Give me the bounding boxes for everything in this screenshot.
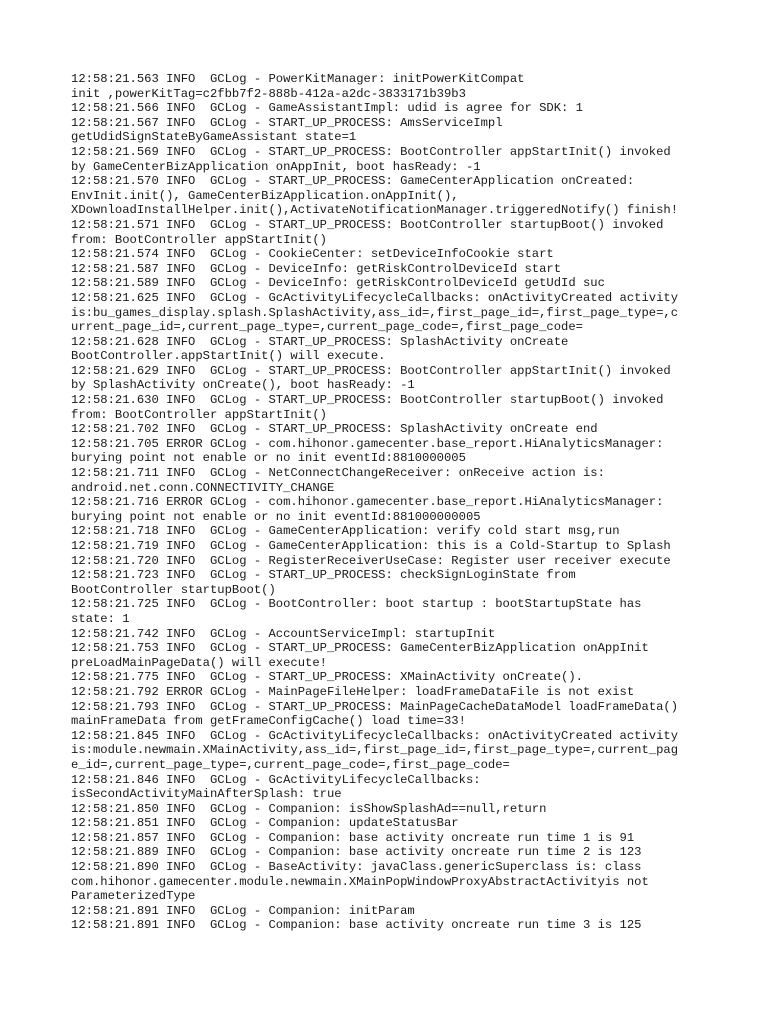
log-line: 12:58:21.889 INFO GCLog - Companion: base activity oncreate run time 2 is 123 xyxy=(71,845,642,860)
log-line: BootController.appStartInit() will execute. xyxy=(71,349,386,364)
log-line: from: BootController appStartInit() xyxy=(71,232,327,247)
log-line: state: 1 xyxy=(71,611,130,626)
log-line: isSecondActivityMainAfterSplash: true xyxy=(71,787,342,802)
log-line: 12:58:21.625 INFO GCLog - GcActivityLifecycleCallbacks: onActivityCreated activity xyxy=(71,290,679,305)
log-line: preLoadMainPageData() will execute! xyxy=(71,655,327,670)
log-line: 12:58:21.792 ERROR GCLog - MainPageFileHelper: loadFrameDataFile is not exist xyxy=(71,684,635,699)
log-line: burying point not enable or no init eventId:881000000005 xyxy=(71,509,481,524)
log-line: android.net.conn.CONNECTIVITY_CHANGE xyxy=(71,480,335,495)
log-line: 12:58:21.719 INFO GCLog - GameCenterApplication: this is a Cold-Startup to Splash xyxy=(71,539,671,553)
log-line: com.hihonor.gamecenter.module.newmain.XMainPopWindowProxyAbstractActivityis not xyxy=(71,874,649,889)
log-line: by GameCenterBizApplication onAppInit, boot hasReady: -1 xyxy=(71,159,481,174)
log-line: 12:58:21.589 INFO GCLog - DeviceInfo: getRiskControlDeviceId getUdId suc xyxy=(71,276,605,291)
log-line: 12:58:21.566 INFO GCLog - GameAssistantImpl: udid is agree for SDK: 1 xyxy=(71,101,583,116)
log-line: 12:58:21.569 INFO GCLog - START_UP_PROCESS: BootController appStartInit() invoked xyxy=(71,144,671,159)
log-line: from: BootController appStartInit() xyxy=(71,407,327,422)
log-line: 12:58:21.857 INFO GCLog - Companion: base activity oncreate run time 1 is 91 xyxy=(71,830,635,845)
log-line: 12:58:21.705 ERROR GCLog - com.hihonor.gamecenter.base_report.HiAnalyticsManager: xyxy=(71,436,664,451)
log-line: is:module.newmain.XMainActivity,ass_id=,first_page_id=,first_page_type=,current_pag xyxy=(71,743,679,758)
log-line: 12:58:21.587 INFO GCLog - DeviceInfo: getRiskControlDeviceId start xyxy=(71,261,562,276)
log-line: 12:58:21.742 INFO GCLog - AccountServiceImpl: startupInit xyxy=(71,626,496,641)
log-line: 12:58:21.891 INFO GCLog - Companion: base activity oncreate run time 3 is 125 xyxy=(71,918,642,933)
log-line: 12:58:21.720 INFO GCLog - RegisterReceiverUseCase: Register user receiver execute xyxy=(71,553,671,568)
log-line: 12:58:21.571 INFO GCLog - START_UP_PROCESS: BootController startupBoot() invoked xyxy=(71,217,664,232)
log-line: 12:58:21.716 ERROR GCLog - com.hihonor.gamecenter.base_report.HiAnalyticsManager: xyxy=(71,495,664,510)
log-line: 12:58:21.628 INFO GCLog - START_UP_PROCESS: SplashActivity onCreate xyxy=(71,334,569,349)
log-document xyxy=(71,72,711,933)
log-line: 12:58:21.723 INFO GCLog - START_UP_PROCESS: checkSignLoginState from xyxy=(71,568,576,583)
log-line: init ,powerKitTag=c2fbb7f2-888b-412a-a2dc-3833171b39b3 xyxy=(71,86,466,101)
log-line: 12:58:21.711 INFO GCLog - NetConnectChangeReceiver: onReceive action is: xyxy=(71,466,605,481)
log-line: 12:58:21.850 INFO GCLog - Companion: isShowSplashAd==null,return xyxy=(71,801,547,816)
log-line: 12:58:21.630 INFO GCLog - START_UP_PROCESS: BootController startupBoot() invoked xyxy=(71,393,664,408)
log-line: BootController startupBoot() xyxy=(71,582,276,597)
log-line: 12:58:21.775 INFO GCLog - START_UP_PROCESS: XMainActivity onCreate(). xyxy=(71,670,583,685)
log-line: 12:58:21.753 INFO GCLog - START_UP_PROCESS: GameCenterBizApplication onAppInit xyxy=(71,641,649,656)
log-line: 12:58:21.702 INFO GCLog - START_UP_PROCESS: SplashActivity onCreate end xyxy=(71,422,598,437)
log-line: mainFrameData from getFrameConfigCache() load time=33! xyxy=(71,714,466,729)
log-line: 12:58:21.629 INFO GCLog - START_UP_PROCESS: BootController appStartInit() invoked xyxy=(71,363,671,378)
log-line: 12:58:21.567 INFO GCLog - START_UP_PROCESS: AmsServiceImpl xyxy=(71,115,503,130)
log-line: getUdidSignStateByGameAssistant state=1 xyxy=(71,130,357,145)
log-line: 12:58:21.718 INFO GCLog - GameCenterApplication: verify cold start msg,run xyxy=(71,524,620,539)
log-line: 12:58:21.725 INFO GCLog - BootController: boot startup : bootStartupState has xyxy=(71,597,642,612)
log-line: burying point not enable or no init eventId:8810000005 xyxy=(71,451,466,466)
log-line: 12:58:21.563 INFO GCLog - PowerKitManager: initPowerKitCompat xyxy=(71,72,525,86)
log-line: 12:58:21.851 INFO GCLog - Companion: updateStatusBar xyxy=(71,816,459,831)
log-line: XDownloadInstallHelper.init(),ActivateNotificationManager.triggeredNotify() finish! xyxy=(71,203,679,218)
log-line: 12:58:21.574 INFO GCLog - CookieCenter: setDeviceInfoCookie start xyxy=(71,247,554,262)
log-line: is:bu_games_display.splash.SplashActivity,ass_id=,first_page_id=,first_page_type=,c xyxy=(71,305,679,320)
log-line: e_id=,current_page_type=,current_page_code=,first_page_code= xyxy=(71,757,510,772)
log-line: urrent_page_id=,current_page_type=,current_page_code=,first_page_code= xyxy=(71,320,583,335)
log-line: 12:58:21.793 INFO GCLog - START_UP_PROCESS: MainPageCacheDataModel loadFrameData() xyxy=(71,699,679,714)
log-line: by SplashActivity onCreate(), boot hasReady: -1 xyxy=(71,378,415,393)
log-line: 12:58:21.890 INFO GCLog - BaseActivity: javaClass.genericSuperclass is: class xyxy=(71,860,642,875)
log-line: 12:58:21.891 INFO GCLog - Companion: initParam xyxy=(71,903,415,918)
log-line: EnvInit.init(), GameCenterBizApplication.onAppInit(), xyxy=(71,188,459,203)
log-line: 12:58:21.845 INFO GCLog - GcActivityLifecycleCallbacks: onActivityCreated activity xyxy=(71,728,679,743)
log-line: 12:58:21.570 INFO GCLog - START_UP_PROCESS: GameCenterApplication onCreated: xyxy=(71,174,635,189)
log-line: 12:58:21.846 INFO GCLog - GcActivityLifecycleCallbacks: xyxy=(71,772,481,787)
log-line: ParameterizedType xyxy=(71,889,196,904)
